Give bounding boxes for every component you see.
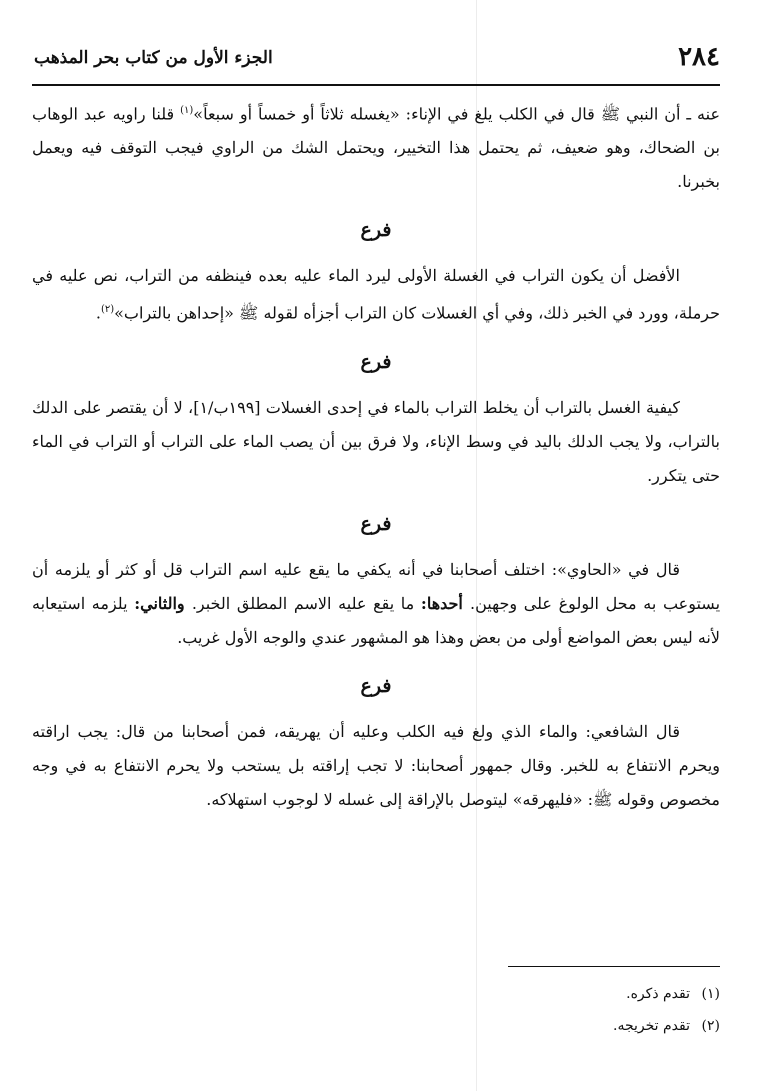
footnote-ref-2: (٢) xyxy=(100,304,115,316)
paragraph-4-bold-2: والثاني: xyxy=(134,593,192,613)
section-heading-4: فرع xyxy=(360,674,392,697)
paragraph-2-rest: . xyxy=(95,303,101,323)
footnote-2-text: تقدم تخريجه. xyxy=(613,1018,690,1034)
paragraph-1 xyxy=(32,94,720,199)
paragraph-4-text-c: يلزمه استيعابه لأنه ليس بعض المواضع أولى من بعض وهذا هو المشهور عندي والوجه الأول غريب. xyxy=(32,593,720,647)
paragraph-4-bold-1: أحدها: xyxy=(420,593,471,613)
paragraph-3: كيفية الغسل بالتراب أن يخلط التراب بالماء في إحدى الغسلات [١٩٩ب/١]، لا أن يقتصر على الدلك بالتراب، ولا يجب الدلك باليد في وسط الإناء، ولا فرق بين أن يصب الماء على التراب أو التراب في الماء حتى يتكرر. xyxy=(32,397,720,485)
paragraph-1-text: عنه ـ أن النبي ﷺ قال في الكلب يلغ في الإناء: «يغسله ثلاثاً أو خمساً أو سبعاً» xyxy=(193,104,720,124)
footnote-separator xyxy=(508,966,720,967)
paragraph-5: قال الشافعي: والماء الذي ولغ فيه الكلب وعليه أن يهريقه، فمن أصحابنا من قال: يجب اراقته ويحرم الانتفاع به للخبر. وقال جمهور أصحابنا: لا تجب إراقته بل يستحب ولا يحرم الانتفاع به في وجه مخصوص وقوله ﷺ: «فليهرقه» ليتوصل بالإراقة إلى غسله لا لوجوب استهلاكه. xyxy=(32,721,721,809)
footnote-2 xyxy=(32,1010,720,1042)
page-header xyxy=(32,40,720,86)
paragraph-2-text: الأفضل أن يكون التراب في الغسلة الأولى ليرد الماء عليه بعده فينظفه من التراب، نص عليه في حرملة، وورد في الخبر ذلك، وفي أي الغسلات كان التراب أجزأه لقوله ﷺ «إحداهن بالتراب» xyxy=(32,266,720,323)
footnote-1 xyxy=(32,978,720,1010)
footnote-1-text: تقدم ذكره. xyxy=(626,986,690,1002)
paragraph-4-text-b: ما يقع عليه الاسم المطلق الخبر. xyxy=(191,593,421,613)
section-heading-3: فرع xyxy=(360,512,392,535)
running-title: الجزء الأول من كتاب بحر المذهب xyxy=(34,48,273,68)
paragraph-4 xyxy=(32,553,720,655)
paragraph-4-text-a: قال في «الحاوي»: اختلف أصحابنا في أنه يكفي ما يقع عليه اسم التراب قل أو كثر أو يلزمه أن يستوعب به محل الولوغ على وجهين. xyxy=(32,559,721,613)
footnote-ref-1: (١) xyxy=(180,105,194,116)
paragraph-1-rest: قلنا راويه عبد الوهاب بن الضحاك، وهو ضعيف، ثم يحتمل هذا التخيير، ويحتمل الشك من الراوي فيجب التوقف فيه ويعمل بخبرنا. xyxy=(32,104,720,192)
paragraph-2 xyxy=(32,259,720,330)
footnote-1-number: (١) xyxy=(701,986,720,1002)
footnote-2-number: (٢) xyxy=(701,1018,720,1034)
page-number: ٢٨٤ xyxy=(678,42,720,72)
section-heading-1: فرع xyxy=(360,219,392,242)
footnotes xyxy=(32,978,720,1042)
main-text xyxy=(32,94,720,817)
section-heading-2: فرع xyxy=(360,350,392,373)
